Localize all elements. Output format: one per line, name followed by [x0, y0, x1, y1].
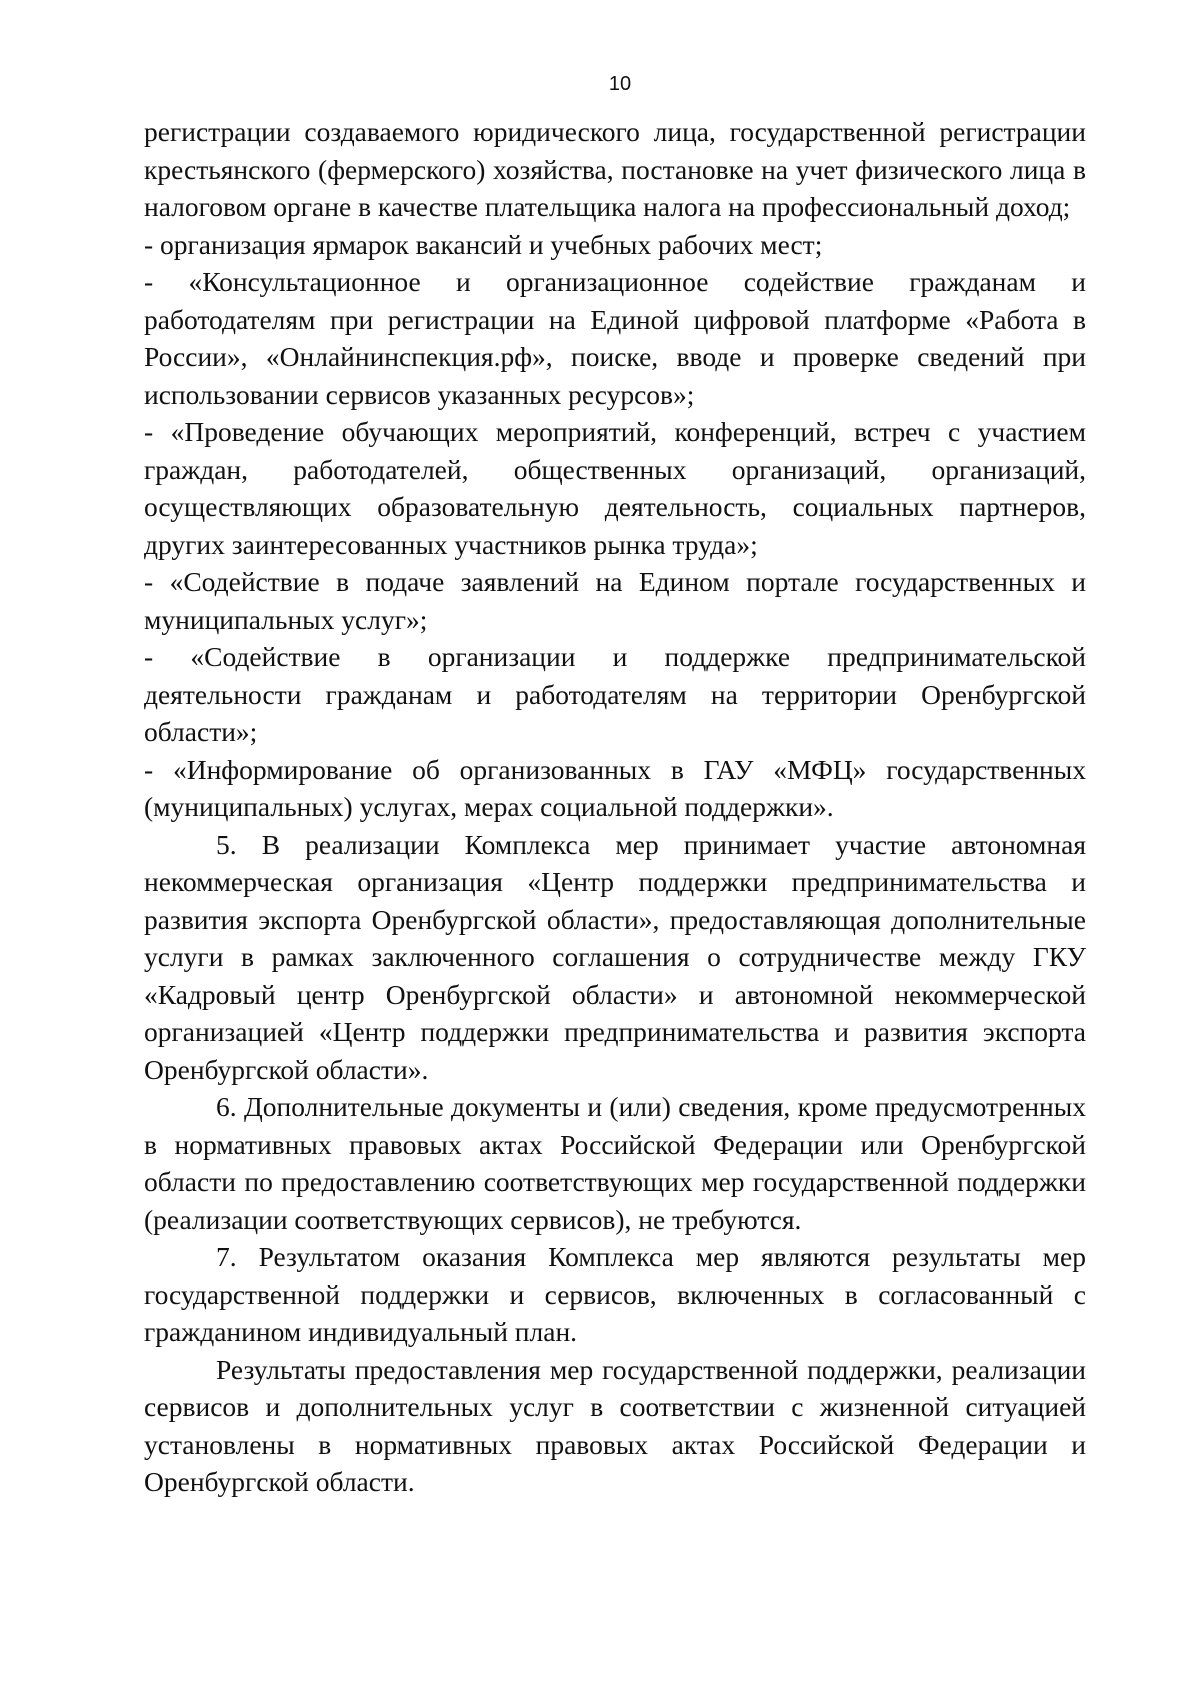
list-item-mfc-informing: - «Информирование об организованных в ГАУ «МФЦ» государственных (муниципальных) услугах, мерах социальной поддержки». — [144, 753, 1086, 822]
list-item-training-events: - «Проведение обучающих мероприятий, конференций, встреч с участием граждан, работодателей, общественных организаций, организаций, осуществляющих образовательную деятельность, социальных партнеров, других заинтересованных участников рынка труда»; — [144, 416, 1086, 560]
list-item-consulting-assistance: - «Консультационное и организационное содействие гражданам и работодателям при регистрации на Единой цифровой платформе «Работа в России», «Онлайнинспекция.рф», поиске, вводе и проверке сведений при использовании сервисов указанных ресурсов»; — [144, 266, 1086, 410]
list-item-applications-portal: - «Содействие в подаче заявлений на Едином портале государственных и муниципальных услуг»; — [144, 566, 1086, 635]
paragraph-item-7: 7. Результатом оказания Комплекса мер являются результаты мер государственной поддержки и сервисов, включенных в согласованный с гражданином индивидуальный план. — [144, 1241, 1086, 1347]
paragraph-registration-continuation: регистрации создаваемого юридического лица, государственной регистрации крестьянского (фермерского) хозяйства, постановке на учет физического лица в налоговом органе в качестве плательщика налога на профессиональный доход; — [144, 116, 1086, 222]
paragraph-item-6: 6. Дополнительные документы и (или) сведения, кроме предусмотренных в нормативных правовых актах Российской Федерации или Оренбургской области по предоставлению соответствующих мер государственной поддержки (реализации соответствующих сервисов), не требуются. — [144, 1091, 1086, 1235]
paragraph-results: Результаты предоставления мер государственной поддержки, реализации сервисов и дополнительных услуг в соответствии с жизненной ситуацией установлены в нормативных правовых актах Российской Федерации и Оренбургской области. — [144, 1353, 1086, 1497]
document-body — [144, 113, 1086, 1501]
list-item-entrepreneurship-support: - «Содействие в организации и поддержке предпринимательской деятельности гражданам и работодателям на территории Оренбургской области»; — [144, 641, 1086, 747]
paragraph-item-5: 5. В реализации Комплекса мер принимает участие автономная некоммерческая организация «Центр поддержки предпринимательства и развития экспорта Оренбургской области», предоставляющая дополнительные услуги в рамках заключенного соглашения о сотрудничестве между ГКУ «Кадровый центр Оренбургской области» и автономной некоммерческой организацией «Центр поддержки предпринимательства и развития экспорта Оренбургской области». — [144, 828, 1086, 1085]
page-number: 10 — [608, 73, 632, 95]
list-item-job-fairs: - организация ярмарок вакансий и учебных рабочих мест; — [144, 228, 823, 260]
